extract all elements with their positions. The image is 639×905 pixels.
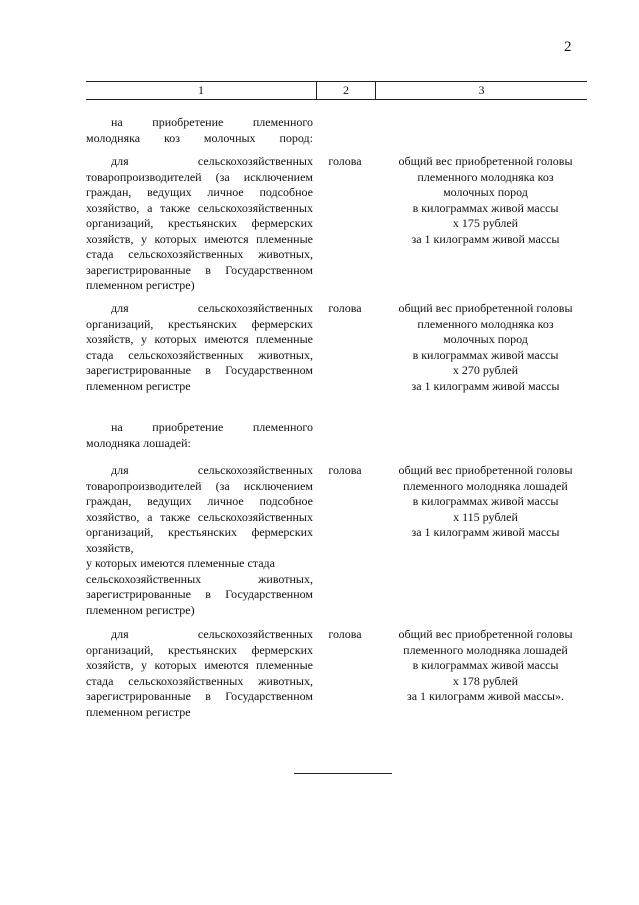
text-line: в килограммах живой массы bbox=[412, 347, 559, 362]
end-separator-line bbox=[294, 773, 392, 774]
text-line: хозяйств, bbox=[86, 540, 134, 555]
horses-row1-rate bbox=[383, 463, 588, 541]
text-line: хозяйство, а также сельскохозяйственных bbox=[86, 200, 313, 215]
text-line: х 175 рублей bbox=[452, 216, 519, 230]
text-line: х 178 рублей bbox=[452, 673, 519, 688]
text-line: хозяйств, у которых имеются племенные bbox=[86, 658, 313, 672]
horses-row1-recipient bbox=[86, 463, 313, 618]
text-line: общий вес приобретенной головы bbox=[398, 463, 573, 477]
text-line: общий вес приобретенной головы bbox=[398, 154, 573, 168]
horses-row1-unit: голова bbox=[328, 463, 362, 477]
text-line: племенном регистре) bbox=[86, 602, 195, 617]
text-line: племенного молодняка лошадей bbox=[403, 642, 568, 657]
header-col-2: 2 bbox=[317, 82, 376, 99]
goats-row2-rate bbox=[383, 301, 588, 394]
header-col-1: 1 bbox=[86, 82, 317, 99]
text-line: товаропроизводителей (за исключением bbox=[86, 478, 313, 493]
text-line: племенном регистре bbox=[86, 378, 191, 393]
horses-row2-unit: голова bbox=[328, 627, 362, 641]
section-line: молодняка лошадей: bbox=[86, 435, 191, 450]
text-line: граждан, ведущих личное подсобное bbox=[86, 185, 313, 199]
text-line: общий вес приобретенной головы bbox=[398, 627, 573, 641]
text-line: организаций, крестьянских фермерских bbox=[86, 642, 313, 657]
text-line: зарегистрированные в Государственном bbox=[86, 262, 313, 277]
page-number: 2 bbox=[564, 39, 572, 55]
text-line: за 1 килограмм живой массы bbox=[411, 378, 560, 393]
text-line: организаций, крестьянских фермерских bbox=[86, 525, 313, 539]
text-line: за 1 килограмм живой массы». bbox=[406, 689, 564, 703]
goats-row1-recipient bbox=[86, 154, 313, 294]
text-line: х 270 рублей bbox=[452, 363, 519, 377]
goats-row1-unit: голова bbox=[328, 154, 362, 168]
text-line: для сельскохозяйственных bbox=[111, 301, 313, 315]
goats-row2-unit: голова bbox=[328, 301, 362, 315]
section-line: на приобретение племенного bbox=[111, 420, 313, 434]
text-line: в килограммах живой массы bbox=[412, 658, 559, 672]
text-line: племенном регистре) bbox=[86, 278, 195, 292]
text-line: стада сельскохозяйственных животных, bbox=[86, 347, 313, 362]
horses-row2-recipient bbox=[86, 627, 313, 720]
text-line: организаций, крестьянских фермерских bbox=[86, 216, 313, 230]
text-line: племенном регистре bbox=[86, 704, 191, 719]
text-line: для сельскохозяйственных bbox=[111, 463, 313, 477]
goats-row2-recipient bbox=[86, 301, 313, 394]
text-line: молочных пород bbox=[443, 185, 528, 199]
text-line: общий вес приобретенной головы bbox=[398, 301, 573, 315]
text-line: граждан, ведущих личное подсобное bbox=[86, 494, 313, 508]
text-line: в килограммах живой массы bbox=[412, 200, 559, 215]
text-line: зарегистрированные в Государственном bbox=[86, 689, 313, 703]
text-line: за 1 килограмм живой массы bbox=[411, 525, 560, 539]
table-header bbox=[86, 81, 587, 100]
text-line: зарегистрированные в Государственном bbox=[86, 587, 313, 601]
section-heading-horses bbox=[86, 420, 313, 451]
text-line: для сельскохозяйственных bbox=[111, 627, 313, 641]
text-line: х 115 рублей bbox=[453, 509, 518, 524]
text-line: организаций, крестьянских фермерских bbox=[86, 316, 313, 331]
goats-row1-rate bbox=[383, 154, 588, 247]
text-line: молочных пород bbox=[443, 332, 528, 346]
text-line: стада сельскохозяйственных животных, bbox=[86, 247, 313, 261]
header-col-3: 3 bbox=[478, 83, 485, 97]
text-line: за 1 килограмм живой массы bbox=[411, 231, 560, 246]
text-line: хозяйство, а также сельскохозяйственных bbox=[86, 509, 313, 524]
text-line: хозяйств, у которых имеются племенные bbox=[86, 332, 313, 346]
text-line: зарегистрированные в Государственном bbox=[86, 363, 313, 377]
text-line: для сельскохозяйственных bbox=[111, 154, 313, 168]
text-line: племенного молодняка коз bbox=[417, 316, 554, 331]
text-line: племенного молодняка коз bbox=[417, 169, 554, 184]
text-line: хозяйств, у которых имеются племенные bbox=[86, 231, 313, 246]
horses-row2-rate bbox=[383, 627, 588, 705]
section-line: на приобретение племенного bbox=[111, 115, 313, 129]
text-line: сельскохозяйственных животных, bbox=[86, 571, 313, 586]
text-line: стада сельскохозяйственных животных, bbox=[86, 673, 313, 688]
text-line: племенного молодняка лошадей bbox=[403, 478, 568, 493]
text-line: у которых имеются племенные стада bbox=[86, 556, 275, 570]
text-line: товаропроизводителей (за исключением bbox=[86, 169, 313, 184]
section-line: молодняка коз молочных пород: bbox=[86, 130, 313, 145]
text-line: в килограммах живой массы bbox=[412, 494, 559, 508]
section-heading-goats bbox=[86, 115, 313, 146]
